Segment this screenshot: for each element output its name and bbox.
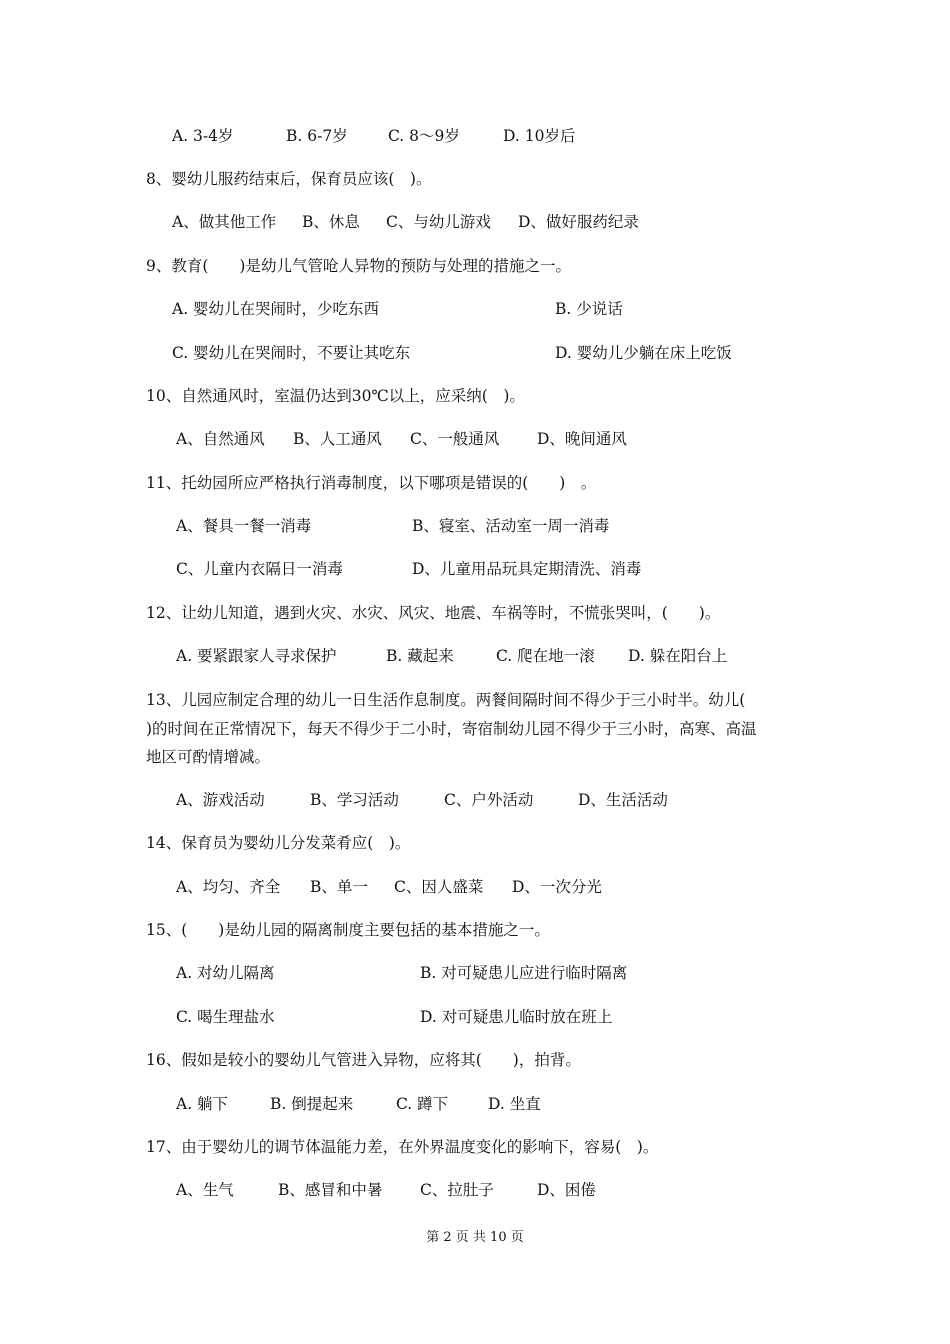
q13-option-a: A、游戏活动 [176,791,265,809]
q12-stem: 12、让幼儿知道，遇到火灾、水灾、风灾、地震、车祸等时，不慌张哭叫，( )。 [146,604,721,622]
q15-option-d: D. 对可疑患儿临时放在班上 [420,1008,613,1026]
q10-option-b: B、人工通风 [293,430,382,448]
q7-option-a: A. 3-4岁 [172,127,234,145]
q15-option-b: B. 对可疑患儿应进行临时隔离 [420,964,628,982]
q7-option-c: C. 8～9岁 [388,127,460,145]
q9-stem: 9、教育( )是幼儿气管呛人异物的预防与处理的措施之一。 [146,257,571,275]
q13-stem-line3: 地区可酌情增减。 [146,748,271,766]
q13-option-b: B、学习活动 [310,791,399,809]
q12-option-d: D. 躲在阳台上 [628,647,728,665]
q13-stem-line1: 13、儿园应制定合理的幼儿一日生活作息制度。两餐间隔时间不得少于三小时半。幼儿( [146,691,746,709]
q15-option-c: C. 喝生理盐水 [176,1008,275,1026]
q13-stem-line2: )的时间在正常情况下，每天不得少于二小时，寄宿制幼儿园不得少于三小时，高寒、高温 [146,720,757,738]
q15-option-a: A. 对幼儿隔离 [176,964,275,982]
q8-stem: 8、婴幼儿服药结束后，保育员应该( )。 [146,170,432,188]
q13-option-d: D、生活活动 [578,791,668,809]
q8-option-a: A、做其他工作 [172,213,277,231]
q15-stem: 15、( )是幼儿园的隔离制度主要包括的基本措施之一。 [146,921,550,939]
page-footer: 第 2 页 共 10 页 [426,1230,524,1245]
q10-option-c: C、一般通风 [410,430,500,448]
q16-option-d: D. 坐直 [488,1095,541,1113]
q9-option-a: A. 婴幼儿在哭闹时，少吃东西 [172,300,380,318]
q7-option-d: D. 10岁后 [503,127,576,145]
q11-option-a: A、餐具一餐一消毒 [176,517,312,535]
q11-option-c: C、儿童内衣隔日一消毒 [176,560,343,578]
q12-option-c: C. 爬在地一滚 [496,647,595,665]
q11-stem: 11、托幼园所应严格执行消毒制度，以下哪项是错误的( ) 。 [146,474,597,492]
q14-option-c: C、因人盛菜 [394,878,484,896]
q17-stem: 17、由于婴幼儿的调节体温能力差，在外界温度变化的影响下，容易( )。 [146,1138,659,1156]
q11-option-d: D、儿童用品玩具定期清洗、消毒 [412,560,642,578]
q17-option-d: D、困倦 [537,1181,596,1199]
q16-stem: 16、假如是较小的婴幼儿气管进入异物，应将其( )，拍背。 [146,1051,581,1069]
q13-option-c: C、户外活动 [444,791,534,809]
q7-option-b: B. 6-7岁 [286,127,348,145]
q14-option-a: A、均匀、齐全 [176,878,281,896]
q16-option-a: A. 躺下 [176,1095,229,1113]
q10-option-a: A、自然通风 [176,430,265,448]
q10-stem: 10、自然通风时，室温仍达到30℃以上，应采纳( )。 [146,387,525,405]
q8-option-b: B、休息 [302,213,360,231]
q8-option-c: C、与幼儿游戏 [386,213,491,231]
q9-option-c: C. 婴幼儿在哭闹时，不要让其吃东 [172,344,411,362]
q9-option-b: B. 少说话 [555,300,623,318]
q11-option-b: B、寝室、活动室一周一消毒 [412,517,610,535]
q14-option-d: D、一次分光 [512,878,602,896]
q17-option-b: B、感冒和中暑 [278,1181,383,1199]
q12-option-b: B. 藏起来 [386,647,454,665]
q9-option-d: D. 婴幼儿少躺在床上吃饭 [555,344,732,362]
q10-option-d: D、晚间通风 [537,430,627,448]
q12-option-a: A. 要紧跟家人寻求保护 [176,647,337,665]
q17-option-a: A、生气 [176,1181,234,1199]
q8-option-d: D、做好服药纪录 [518,213,639,231]
q16-option-c: C. 蹲下 [396,1095,449,1113]
q16-option-b: B. 倒提起来 [270,1095,354,1113]
q17-option-c: C、拉肚子 [420,1181,494,1199]
q14-option-b: B、单一 [310,878,368,896]
q14-stem: 14、保育员为婴幼儿分发菜肴应( )。 [146,834,411,852]
